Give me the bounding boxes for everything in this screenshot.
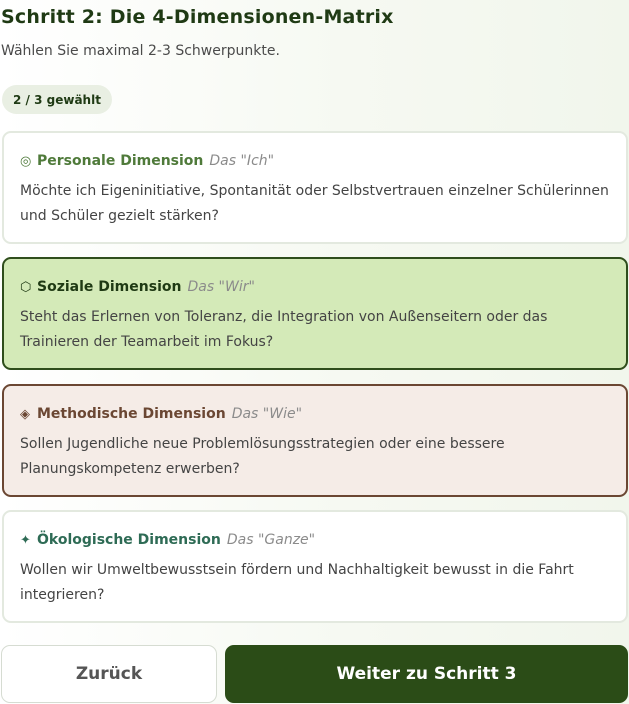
page-title: Schritt 2: Die 4-Dimensionen-Matrix bbox=[1, 6, 394, 28]
dimension-card-header bbox=[20, 406, 610, 422]
hexagon-icon: ⬡ bbox=[20, 280, 32, 295]
diamond-icon: ◈ bbox=[20, 407, 30, 422]
sparkle-icon: ✦ bbox=[20, 533, 31, 548]
back-button[interactable]: Zurück bbox=[1, 645, 217, 703]
dimension-description: Steht das Erlernen von Toleranz, die Integration von Außenseitern oder das Trainieren der Teamarbeit im Fokus? bbox=[20, 309, 548, 350]
page-subtitle: Wählen Sie maximal 2-3 Schwerpunkte. bbox=[1, 43, 280, 59]
dimension-tag: Das "Ich" bbox=[209, 153, 275, 169]
dimension-tag: Das "Ganze" bbox=[226, 532, 316, 548]
dimension-description: Sollen Jugendliche neue Problemlösungsstrategien oder eine bessere Planungskompetenz erwerben? bbox=[20, 436, 505, 477]
dimension-name: Personale Dimension bbox=[37, 153, 204, 169]
dimension-card-header bbox=[20, 532, 610, 548]
dimension-tag: Das "Wie" bbox=[231, 406, 303, 422]
dimension-description: Möchte ich Eigeninitiative, Spontanität oder Selbstvertrauen einzelner Schülerinnen und Schüler gezielt stärken? bbox=[20, 183, 609, 224]
selection-count-badge: 2 / 3 gewählt bbox=[2, 85, 112, 114]
dimension-tag: Das "Wir" bbox=[187, 279, 255, 295]
dimension-name: Methodische Dimension bbox=[37, 406, 226, 422]
target-icon: ◎ bbox=[20, 154, 32, 169]
next-step-button[interactable]: Weiter zu Schritt 3 bbox=[225, 645, 628, 703]
dimension-card-header bbox=[20, 279, 610, 295]
dimension-description: Wollen wir Umweltbewusstsein fördern und Nachhaltigkeit bewusst in die Fahrt integrieren? bbox=[20, 562, 574, 603]
dimension-card-social[interactable] bbox=[2, 257, 628, 370]
dimension-card-methodical[interactable] bbox=[2, 384, 628, 497]
dimension-card-header bbox=[20, 153, 610, 169]
dimension-card-ecological[interactable] bbox=[2, 510, 628, 623]
dimension-name: Soziale Dimension bbox=[37, 279, 182, 295]
dimension-name: Ökologische Dimension bbox=[37, 532, 221, 548]
dimension-card-personal[interactable] bbox=[2, 131, 628, 244]
